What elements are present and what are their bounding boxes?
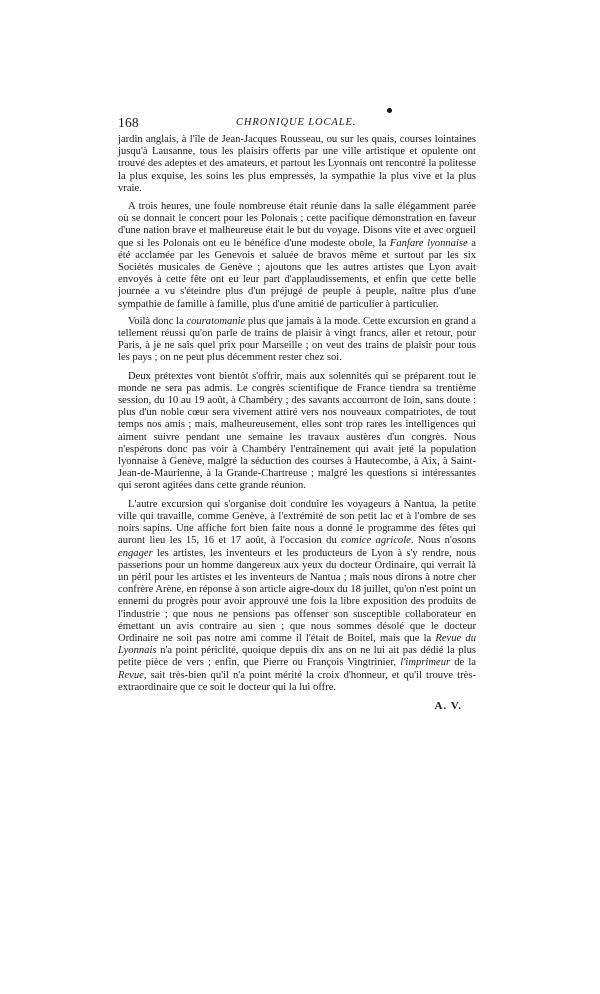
text-run: Voilà donc la — [128, 315, 187, 327]
text-run: n'a point périclité, quoique depuis dix ans on ne lui ait pas dédié la plus petite pièce de vers ; enfin, que Pierre ou François Vingtrinier, — [118, 645, 476, 669]
italic-run: l'imprimeur — [400, 657, 451, 669]
paragraph — [118, 371, 476, 493]
ink-dot — [387, 108, 392, 113]
italic-run: comice agricole — [341, 535, 411, 547]
text-run: plus que jamais à la mode. Cette excursion en grand a tellement réussi qu'on parle de trains de plaisir à vingt francs, aller et retour, pour Paris, à je ne sais quel prix pour Marseille ; on veut des trains de plaisir pour tous les pays ; on ne peut plus décemment rester chez soi. — [118, 315, 476, 364]
italic-run: couratomanie — [186, 315, 246, 327]
paragraph — [118, 134, 476, 195]
running-head: CHRONIQUE LOCALE. — [236, 117, 357, 128]
text-run: a été acclamée par les Genevois et saluée de bravos même et surtout par les six Sociétés musicales de Genève ; ajoutons que les autres artistes que Lyon avait envoyés à cette fête ont eu leur part d'applaudissements, et enfin que cette belle journée a vu s'éteindre plus d'un préjugé de peuple à peuple, naître plus d'une sympathie de famille à famille, plus d'une amitié de particulier à particulier. — [118, 237, 476, 310]
italic-run: engager — [118, 547, 153, 559]
page-header — [118, 115, 476, 135]
italic-run: Revue — [118, 669, 144, 681]
paragraph — [118, 316, 476, 365]
text-run: , sait très-bien qu'il n'a point mérité la croix d'honneur, et qu'il trouve très-extraordinaire que ce soit le docteur qui la lui offre. — [118, 669, 476, 693]
text-run: L'autre excursion qui s'organise doit conduire les voyageurs à Nantua, la petite ville qui travaille, comme Genève, à l'extrémité de son petit lac et à l'ombre de ses noirs sapins. Une affiche fort bien faite nous a donné le programme des fêtes qui auront lieu les 15, 16 et 17 août, à l'occasion du — [118, 498, 476, 547]
italic-run: Fanfare lyonnaise — [389, 237, 468, 249]
signature: A. V. — [434, 699, 462, 712]
body-text — [118, 134, 476, 712]
text-run: les artistes, les inventeurs et les producteurs de Lyon à s'y rendre, nous passerions pour un homme dangereux aux yeux du docteur Ordinaire, qui verrait là un péril pour les artistes et les inventeurs de Nantua ; mais nous dirons à notre cher confrère Arène, en réponse à son article aigre-doux du 18 juillet, qu'on n'est point un ennemi du progrès pour avoir approuvé une fois la libre exposition des produits de l'industrie ; que nous ne pensions pas offenser son susceptible collaborateur en émettant un avis contraire au sien ; que nous sommes désolé que le docteur Ordinaire ne soit pas notre ami comme il l'était de Boitel, mais que la — [118, 547, 477, 644]
italic-run: Revue du Lyonnais — [118, 632, 476, 657]
text-run: . Nous n'osons — [410, 535, 477, 547]
paragraph — [118, 201, 476, 311]
text-run: A trois heures, une foule nombreuse était réunie dans la salle élégamment parée où se donnait le concert pour les Polonais ; cette pacifique démonstration en faveur d'une nation brave et malheureuse était le but du voyage. Disons vite et avec orgueil que si les Polonais ont eu le bénéfice d'une modeste obole, la — [118, 201, 476, 249]
text-run: jardin anglais, à l'île de Jean-Jacques Rousseau, ou sur les quais, courses lointaines jusqu'à Lausanne, tous les plaisirs offerts par une ville artistique et opulente ont trouvé des adeptes et des amateurs, et partout les Lyonnais ont rencontré la politesse la plus exquise, les soins les plus empressés, la sympathie la plus vive et la plus vraie. — [118, 134, 476, 194]
paragraph — [118, 499, 476, 694]
page-number: 168 — [118, 115, 139, 130]
text-run: de la — [450, 657, 476, 669]
text-run: Deux prétextes vont bientôt s'offrir, mais aux solennités qui se préparent tout le monde ne sera pas admis. Le congrès scientifique de France tiendra sa trentième session, du 10 au 19 août, à Chambéry ; des savants accourront de loin, sans doute : plus d'un noble cœur sera vivement attiré vers nos nouveaux compatriotes, de tout temps nos amis ; mais, malheureusement, elles sont trop rares les intelligences qui aiment suivre pendant une semaine les travaux austères d'un congrès. Nous n'espérons donc pas voir à Chambéry l'entraînement qui avait jeté la population lyonnaise à Genève, malgré la séduction des courses à Hautecombe, à Aix, à Saint-Jean-de-Maurienne, à la Grande-Chartreuse ; malgré les questions si intéressantes qui seront agitées dans cette grande réunion. — [118, 370, 476, 492]
